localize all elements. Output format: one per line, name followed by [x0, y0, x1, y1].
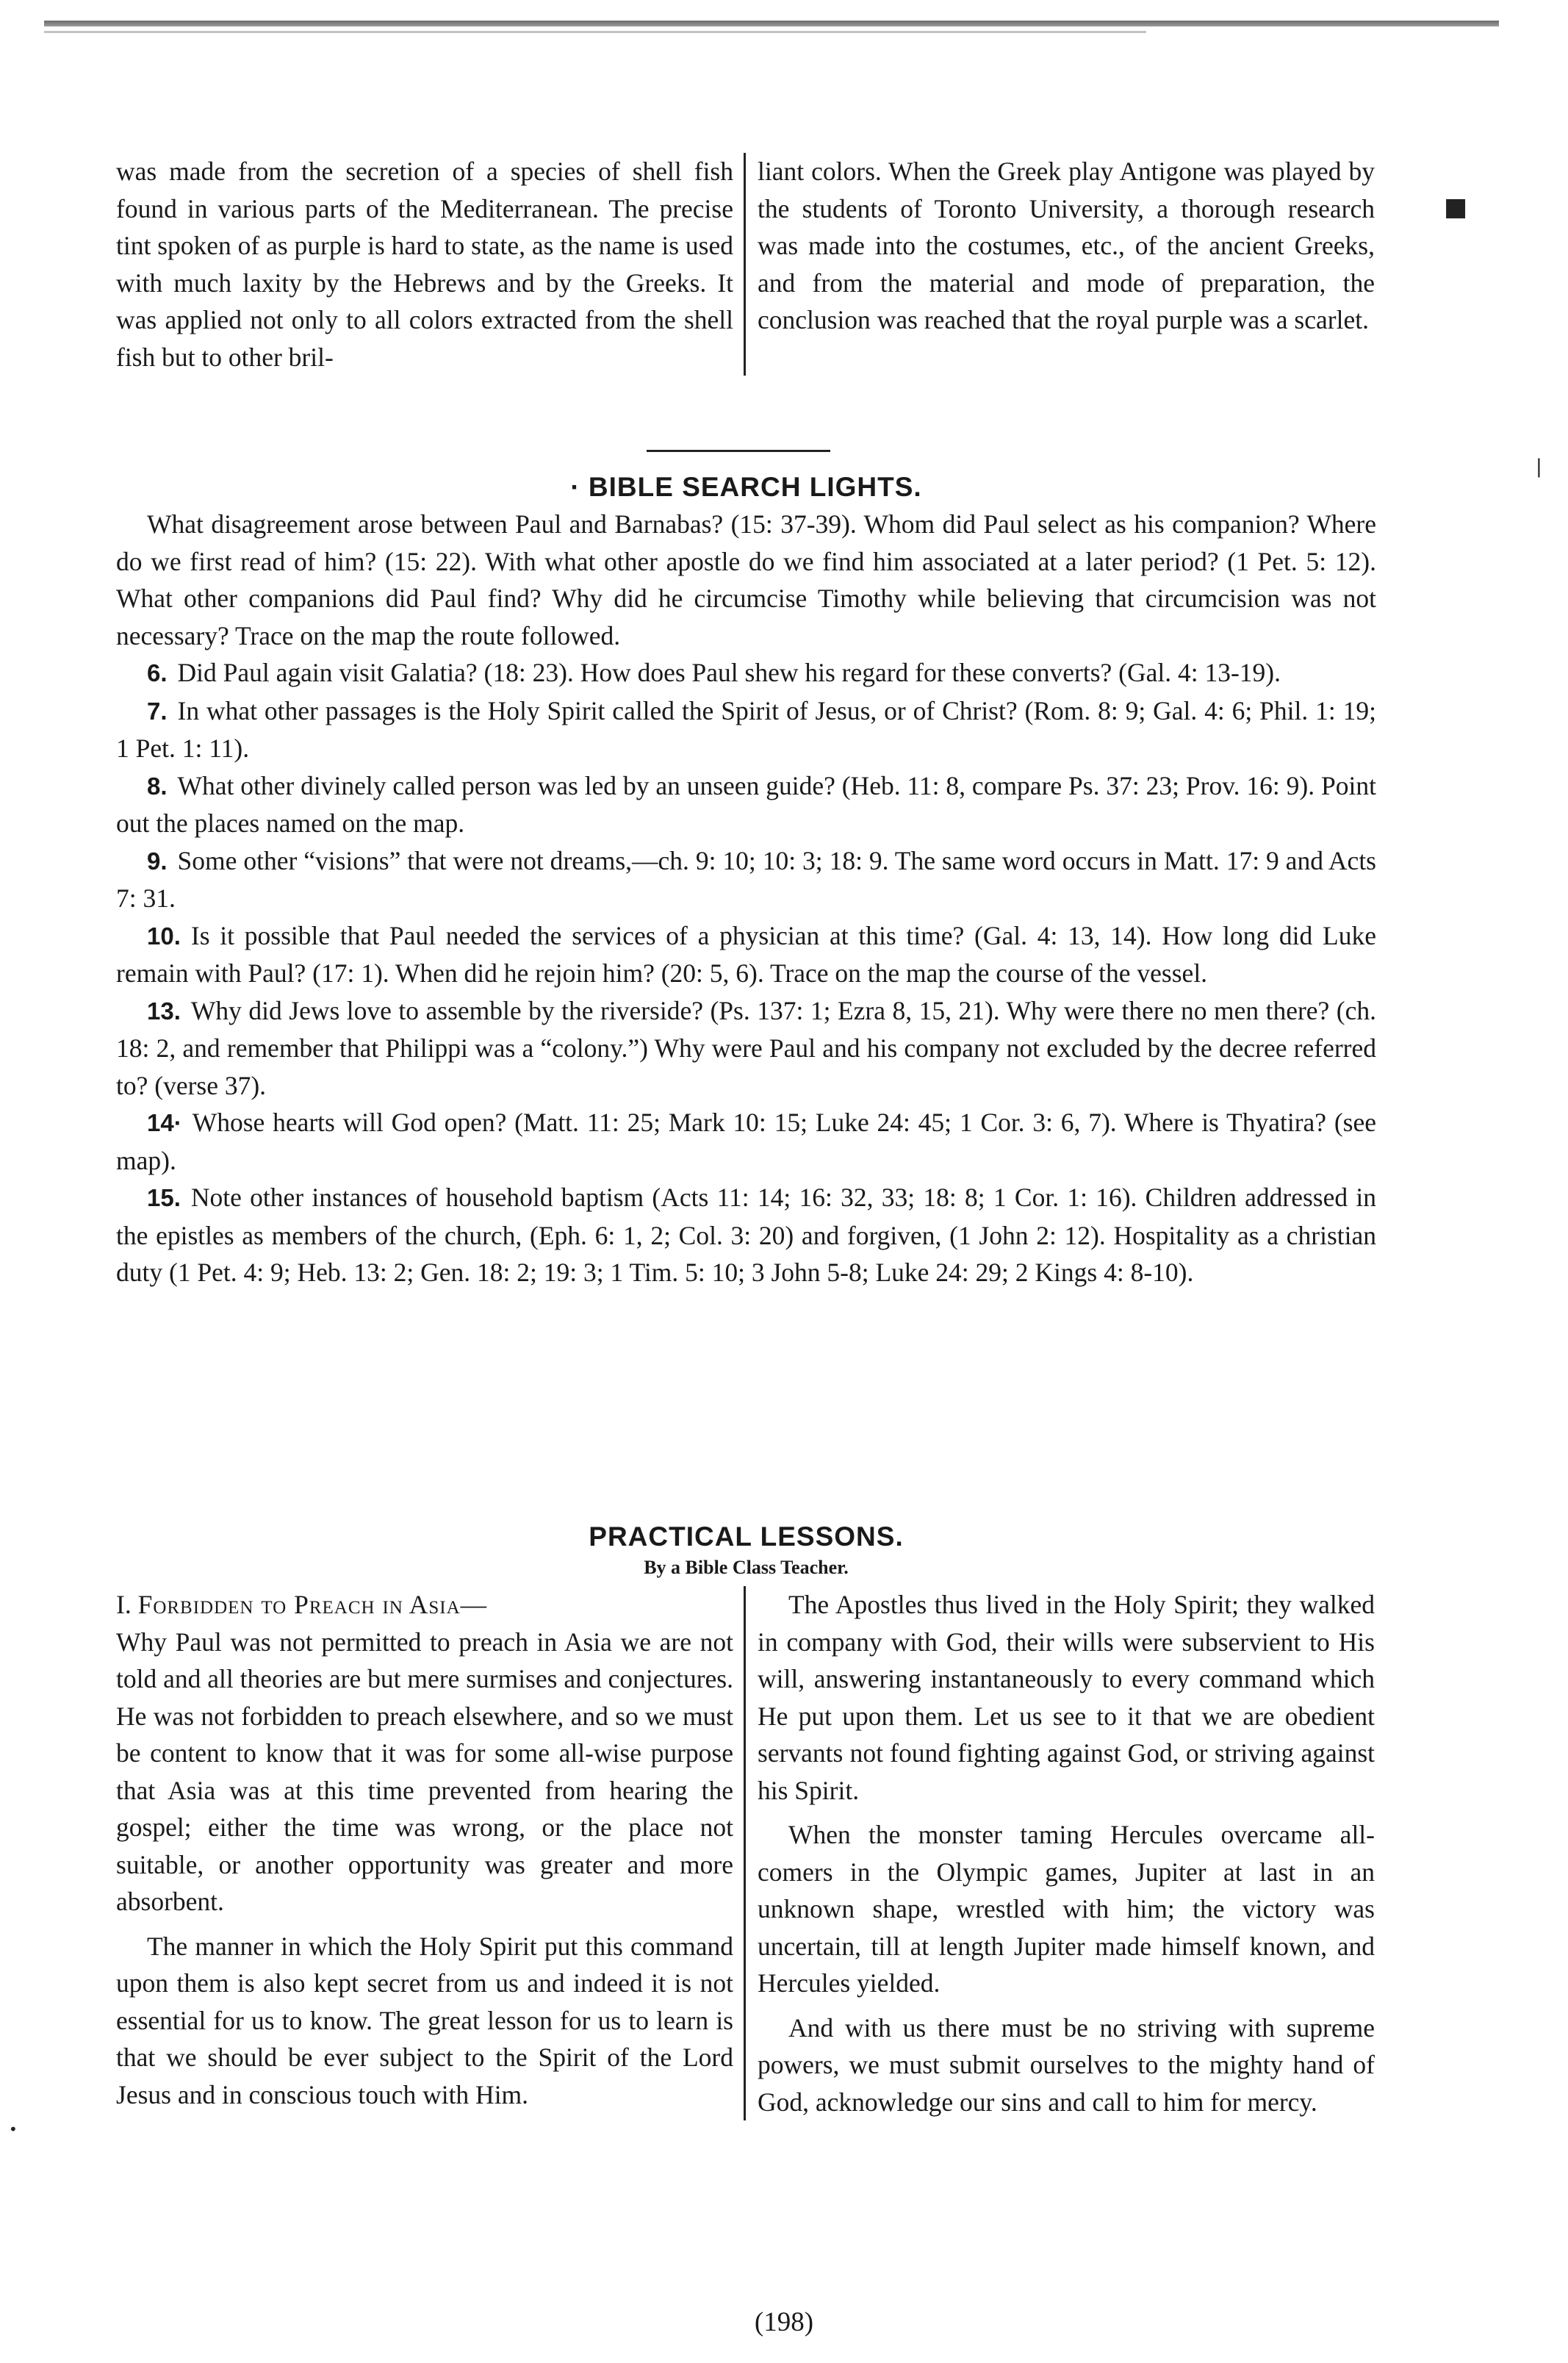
lesson-left-paragraph-2: The manner in which the Holy Spirit put this command upon them is also kept secret from us and indeed it is not essential for us to know. The great lesson for us to learn is that we should be ever subject to the Spirit of the Lord Jesus and in conscious touch with Him. [116, 1931, 733, 2109]
bsl-item-text: In what other passages is the Holy Spirit called the Spirit of Jesus, or of Christ? (Rom. 8: 9; Gal. 4: 6; Phil. 1: 19; 1 Pet. 1: 11). [116, 695, 1376, 763]
lessons-right-column [746, 1586, 1375, 2120]
bsl-item-text: Why did Jews love to assemble by the riverside? (Ps. 137: 1; Ezra 8, 15, 21). Why were there no men there? (ch. 18: 2, and remember that Philippi was a “colony.”) Why were Paul and his company not excluded by the decree referred to? (verse 37). [116, 995, 1376, 1100]
bsl-item-text: Whose hearts will God open? (Matt. 11: 25; Mark 10: 15; Luke 24: 45; 1 Cor. 3: 6, 7). Where is Thyatira? (see map). [116, 1108, 1376, 1175]
bsl-item-number: 15. [147, 1184, 181, 1211]
bible-search-lights-section [116, 472, 1376, 1291]
continuation-right-text: liant colors. When the Greek play Antigone was played by the students of Toronto University, a thorough research was made into the costumes, etc., of the ancient Greeks, and from the material and mode of preparation, the conclusion was reached that the royal purple was a scarlet. [758, 157, 1375, 334]
bsl-item-number: 14· [147, 1109, 182, 1136]
bsl-item-text: Is it possible that Paul needed the services of a physician at this time? (Gal. 4: 13, 14). How long did Luke remain with Paul? (17: 1). When did he rejoin him? (20: 5, 6). Trace on the map the course of the vessel. [116, 920, 1376, 988]
bsl-item [116, 692, 1376, 767]
practical-lessons-heading: PRACTICAL LESSONS. [589, 1521, 904, 1552]
lesson-heading [116, 1586, 733, 1624]
lesson-heading-title: Forbidden to Preach in Asia— [137, 1590, 488, 1619]
bsl-item [116, 842, 1376, 917]
bsl-item-text: What other divinely called person was led by an unseen guide? (Heb. 11: 8, compare Ps. 37: 23; Prov. 16: 9). Point out the places named on the map. [116, 770, 1376, 838]
bsl-item [116, 917, 1376, 992]
lesson-left-paragraph-1: Why Paul was not permitted to preach in Asia we are not told and all theories are but mere surmises and conjectures. He was not forbidden to preach elsewhere, and so we must be content to know that it was for some all-wise purpose that Asia was at this time prevented from hearing the gospel; either the time was wrong, or the place not suitable, or another opportunity was greater and more absorbent. [116, 1627, 733, 1916]
lesson-right-paragraph-2: When the monster taming Hercules overcame all-comers in the Olympic games, Jupiter at last in an unknown shape, wrestled with him; the victory was uncertain, till at length Jupiter made himself known, and Hercules yielded. [758, 1820, 1375, 1998]
continuation-left-text: was made from the secretion of a species of shell fish found in various parts of the Mediterranean. The precise tint spoken of as purple is hard to state, as the name is used with much laxity by the Hebrews and by the Greeks. It was applied not only to all colors extracted from the shell fish but to other bril- [116, 157, 733, 372]
bsl-item-number: 6. [147, 659, 168, 686]
top-border-rule [44, 21, 1499, 26]
bsl-item-number: 7. [147, 697, 168, 725]
margin-speck-mark: | [1536, 456, 1542, 478]
page-number: (198) [754, 2307, 814, 2337]
top-border-rule-faint [44, 31, 1146, 33]
lesson-right-paragraph-1: The Apostles thus lived in the Holy Spirit; they walked in company with God, their wills were subservient to His will, answering instantaneously to every command which He put upon them. Let us see to it that we are obedient servants not found fighting against God, or striving against his Spirit. [758, 1590, 1375, 1805]
bsl-item [116, 654, 1376, 692]
bsl-item [116, 767, 1376, 842]
bsl-item-number: 9. [147, 847, 168, 875]
practical-lessons-section [116, 1521, 1376, 2120]
margin-speck-mark: • [9, 2120, 18, 2138]
lesson-heading-number: I. [116, 1590, 132, 1619]
bible-search-lights-heading: · BIBLE SEARCH LIGHTS. [570, 472, 922, 502]
continuation-right-column [746, 153, 1375, 376]
bsl-intro: What disagreement arose between Paul and Barnabas? (15: 37-39). Whom did Paul select as his companion? Where do we first read of him? (15: 22). With what other apostle do we find him associated at a later period? (1 Pet. 5: 12). What other companions did Paul find? Why did he circumcise Timothy while believing that circumcision was not necessary? Trace on the map the route followed. [116, 509, 1376, 650]
lesson-right-paragraph-3: And with us there must be no striving with supreme powers, we must submit ourselves to the mighty hand of God, acknowledge our sins and call to him for mercy. [758, 2012, 1375, 2117]
lessons-left-column [116, 1586, 746, 2120]
bsl-item-number: 8. [147, 772, 168, 800]
bsl-item-number: 10. [147, 922, 181, 950]
bsl-item [116, 1179, 1376, 1291]
section-separator [647, 450, 830, 452]
bsl-item-text: Did Paul again visit Galatia? (18: 23). How does Paul shew his regard for these converts? (Gal. 4: 13-19). [177, 658, 1281, 687]
bsl-item [116, 1104, 1376, 1179]
bsl-item [116, 992, 1376, 1105]
practical-lessons-byline: By a Bible Class Teacher. [644, 1557, 849, 1578]
bsl-item-number: 13. [147, 997, 181, 1025]
continuation-section [116, 153, 1376, 376]
continuation-left-column [116, 153, 746, 376]
margin-speck-mark: ■ [1444, 193, 1468, 222]
bsl-item-text: Note other instances of household baptism (Acts 11: 14; 16: 32, 33; 18: 8; 1 Cor. 1: 16). Children addressed in the epistles as members of the church, (Eph. 6: 1, 2; Col. 3: 20) and forgiven, (1 John 2: 12). Hospitality as a christian duty (1 Pet. 4: 9; Heb. 13: 2; Gen. 18: 2; 19: 3; 1 Tim. 5: 10; 3 John 5-8; Luke 24: 29; 2 Kings 4: 8-10). [116, 1183, 1376, 1287]
bsl-item-text: Some other “visions” that were not dreams,—ch. 9: 10; 10: 3; 18: 9. The same word occurs in Matt. 17: 9 and Acts 7: 31. [116, 845, 1376, 913]
